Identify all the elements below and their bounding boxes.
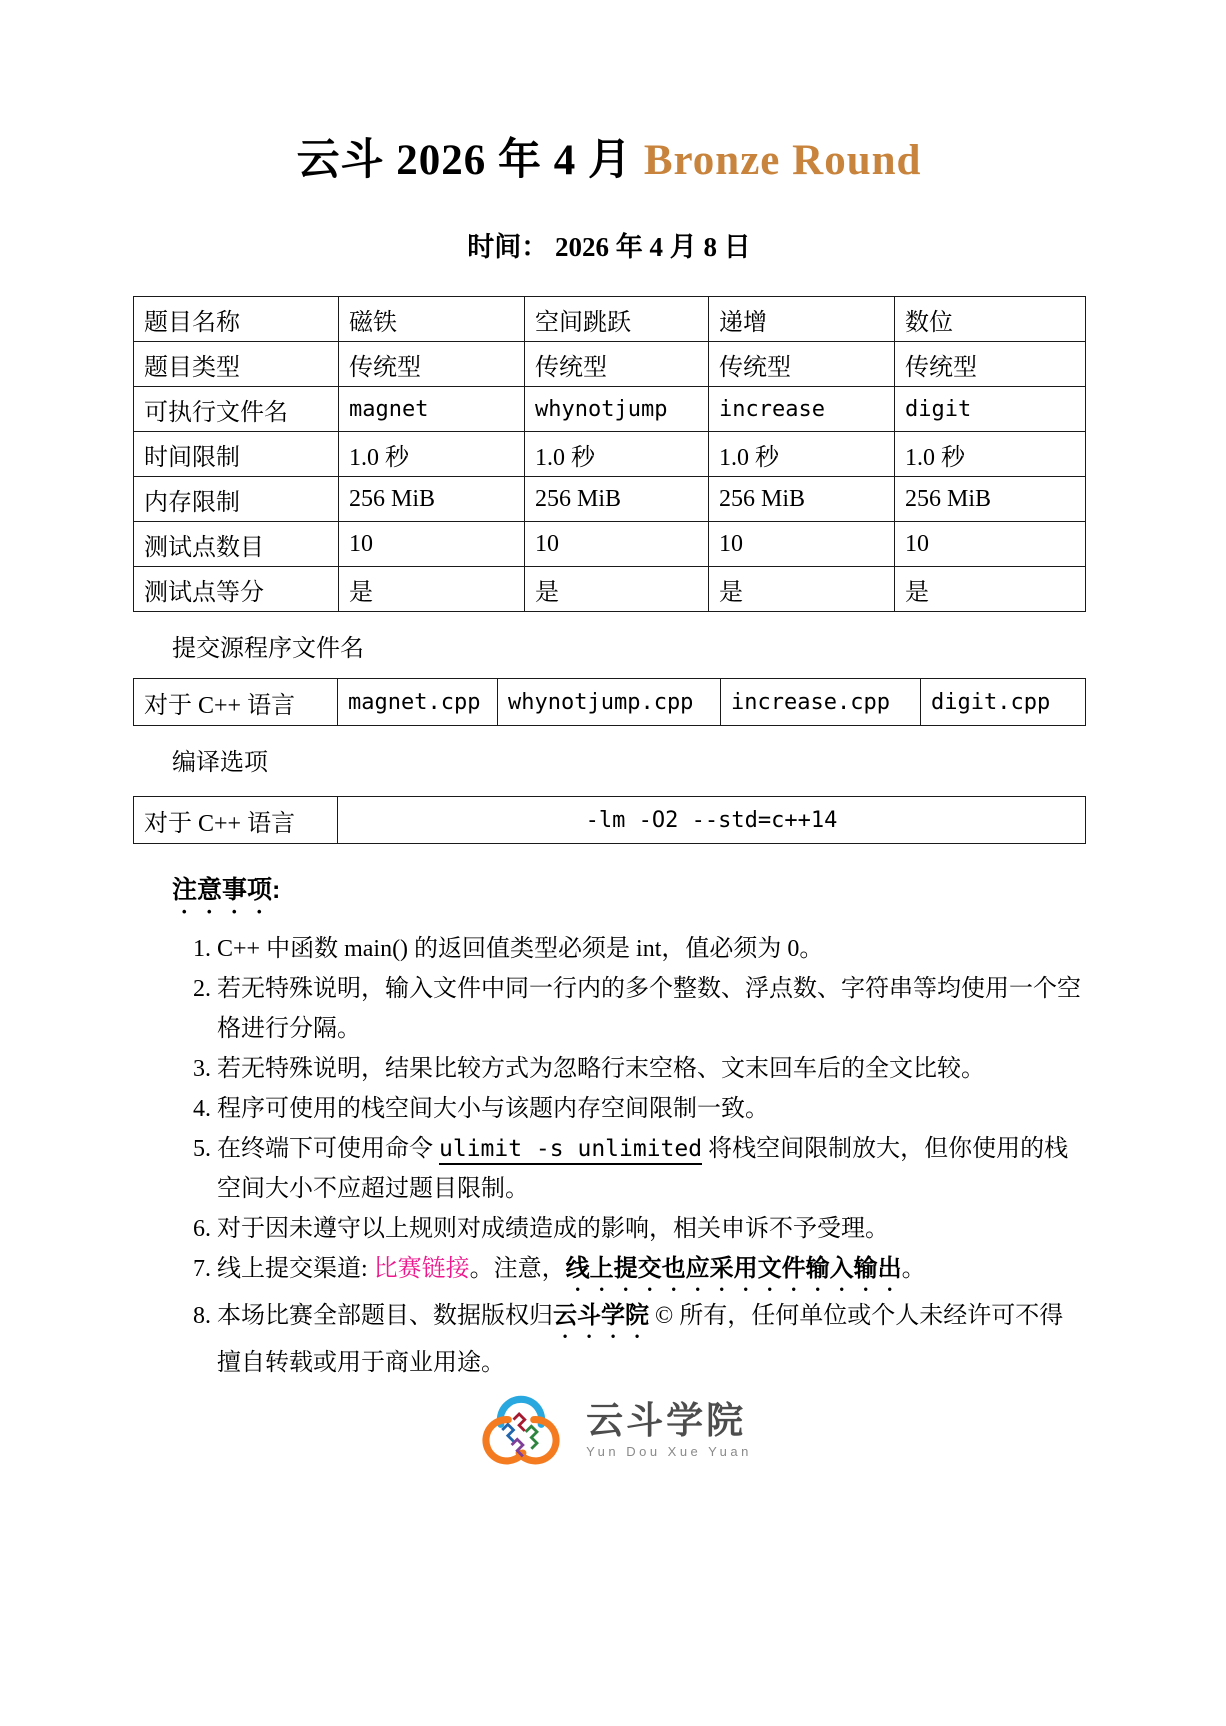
table-row [134, 522, 1086, 567]
table-row [134, 432, 1086, 477]
source-files-table [133, 678, 1086, 726]
row-label: 对于 C++ 语言 [134, 797, 338, 844]
table-cell: 1.0 秒 [895, 432, 1086, 477]
note-text: 将栈空间限制放大，但你使用的栈空间大小不应超过题目限制。 [217, 1136, 1069, 1202]
note-text: © 所有，任何单位或个人未经许可不得擅自转载或用于商业用途。 [217, 1303, 1064, 1376]
table-cell: 1.0 秒 [709, 432, 895, 477]
note-text: 若无特殊说明，结果比较方式为忽略行末空格、文末回车后的全文比较。 [217, 1056, 985, 1082]
source-file-cell: digit.cpp [921, 679, 1086, 726]
table-cell: 磁铁 [339, 297, 525, 342]
table-row [134, 797, 1086, 844]
table-cell: whynotjump [525, 387, 709, 432]
table-cell: 传统型 [895, 342, 1086, 387]
yundou-cloud-icon [474, 1383, 568, 1477]
problem-info-table [133, 296, 1086, 612]
note-text: C++ 中函数 main() 的返回值类型必须是 int，值必须为 0。 [217, 936, 824, 962]
note-item [217, 1089, 1085, 1129]
yundou-logo [0, 1383, 1226, 1477]
row-label: 对于 C++ 语言 [134, 679, 338, 726]
page-content [133, 135, 1085, 1383]
notes-list [133, 929, 1085, 1383]
table-cell: 数位 [895, 297, 1086, 342]
date-value: 2026 年 4 月 8 日 [555, 232, 751, 262]
note-text: ulimit -s unlimited [439, 1136, 702, 1165]
note-item [217, 929, 1085, 969]
page-title [133, 135, 1085, 187]
table-cell: 传统型 [709, 342, 895, 387]
note-text: 程序可使用的栈空间大小与该题内存空间限制一致。 [217, 1096, 769, 1122]
compile-options-table [133, 796, 1086, 844]
logo-text-block [586, 1401, 752, 1459]
source-files-heading: 提交源程序文件名 [172, 636, 364, 662]
note-item [217, 1129, 1085, 1209]
note-text: 。注意， [469, 1256, 566, 1282]
note-text: 线上提交也应采用文件输入输出 [565, 1255, 902, 1282]
table-row [134, 477, 1086, 522]
logo-name: 云斗学院 [586, 1400, 747, 1441]
table-cell: 是 [339, 567, 525, 612]
table-cell: digit [895, 387, 1086, 432]
note-text: 云斗学院 [553, 1302, 649, 1329]
notes-heading: 注意事项: [172, 876, 281, 904]
table-cell: 256 MiB [895, 477, 1086, 522]
table-cell: 是 [895, 567, 1086, 612]
note-text: 若无特殊说明，输入文件中同一行内的多个整数、浮点数、字符串等均使用一个空格进行分隔。 [217, 976, 1081, 1042]
row-label: 测试点等分 [134, 567, 339, 612]
row-label: 题目类型 [134, 342, 339, 387]
row-label: 时间限制 [134, 432, 339, 477]
compile-options-value: -lm -O2 --std=c++14 [338, 797, 1086, 844]
note-text: 。 [901, 1256, 926, 1282]
source-file-cell: increase.cpp [721, 679, 921, 726]
note-item [217, 1049, 1085, 1089]
note-item [217, 1249, 1085, 1296]
table-cell: 1.0 秒 [525, 432, 709, 477]
title-round-name: Bronze Round [643, 137, 922, 184]
table-cell: 传统型 [525, 342, 709, 387]
table-cell: 10 [895, 522, 1086, 567]
table-cell: 传统型 [339, 342, 525, 387]
table-cell: 1.0 秒 [339, 432, 525, 477]
table-row [134, 297, 1086, 342]
contest-date [133, 225, 1085, 264]
date-label: 时间： [467, 232, 549, 262]
table-cell: magnet [339, 387, 525, 432]
table-row [134, 679, 1086, 726]
source-file-cell: whynotjump.cpp [498, 679, 721, 726]
note-text: 对于因未遵守以上规则对成绩造成的影响，相关申诉不予受理。 [217, 1216, 889, 1242]
row-label: 题目名称 [134, 297, 339, 342]
table-cell: 递增 [709, 297, 895, 342]
table-cell: 256 MiB [339, 477, 525, 522]
row-label: 测试点数目 [134, 522, 339, 567]
table-row [134, 567, 1086, 612]
table-row [134, 387, 1086, 432]
note-text: 本场比赛全部题目、数据版权归 [217, 1303, 553, 1329]
contest-link[interactable]: 比赛链接 [373, 1256, 470, 1282]
table-cell: 10 [525, 522, 709, 567]
table-row [134, 342, 1086, 387]
table-cell: 10 [339, 522, 525, 567]
note-item [217, 1209, 1085, 1249]
source-file-cell: magnet.cpp [338, 679, 498, 726]
table-cell: 是 [525, 567, 709, 612]
compile-options-heading: 编译选项 [172, 750, 268, 776]
note-text: 线上提交渠道: [217, 1256, 374, 1282]
table-cell: 10 [709, 522, 895, 567]
title-contest-name: 云斗 2026 年 4 月 [296, 137, 644, 184]
row-label: 可执行文件名 [134, 387, 339, 432]
table-cell: 256 MiB [525, 477, 709, 522]
note-item [217, 969, 1085, 1049]
table-cell: increase [709, 387, 895, 432]
table-cell: 是 [709, 567, 895, 612]
logo-pinyin: Yun Dou Xue Yuan [586, 1444, 752, 1459]
table-cell: 256 MiB [709, 477, 895, 522]
table-cell: 空间跳跃 [525, 297, 709, 342]
note-item [217, 1296, 1085, 1383]
row-label: 内存限制 [134, 477, 339, 522]
note-text: 在终端下可使用命令 [217, 1136, 439, 1162]
